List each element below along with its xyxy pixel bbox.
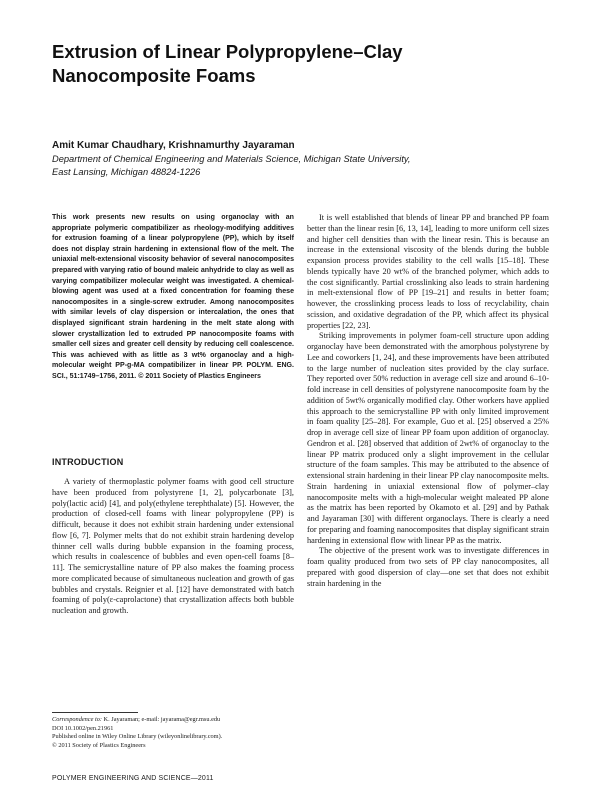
paragraph: It is well established that blends of linear PP and branched PP foam better than the linear resin [6, 13, 14], leading to more uniform cell sizes and higher cell densities than with the linear resin. This is because an increase in the extensional viscosity of the blends during the bubble expansion process provides stability to the cell walls [15–18]. These blends typically have 20 wt% of the branched polymer, which adds to the cost significantly. Partial crosslinking also leads to strain hardening in melt-extensional flow of PP [19–21] and results in better foam; however, the crosslinking process leads to loss of recyclability, chain scission, and oxidative degradation of the PP, which affect its physical properties [22, 23]. <box>307 213 549 330</box>
copyright: © 2011 Society of Plastics Engineers <box>52 741 146 749</box>
introduction-body <box>52 477 294 617</box>
affiliation-line-1: Department of Chemical Engineering and Materials Science, Michigan State University, <box>52 154 411 164</box>
paragraph: The objective of the present work was to investigate differences in foam quality produced from two sets of PP clay nanocomposites, all prepared with good dispersion of clay—one set that does not exhibit strain hardening in the <box>307 546 549 588</box>
authors: Amit Kumar Chaudhary, Krishnamurthy Jayaraman <box>52 140 295 151</box>
title-line-2: Nanocomposite Foams <box>52 65 256 86</box>
article-title <box>52 40 552 88</box>
published-online: Published online in Wiley Online Library (wileyonlinelibrary.com). <box>52 733 223 740</box>
footnote-divider <box>52 712 138 713</box>
doi: DOI 10.1002/pen.21961 <box>52 724 114 732</box>
correspondence-label: Correspondence to: <box>52 716 102 723</box>
affiliation <box>52 153 552 178</box>
section-heading-introduction: INTRODUCTION <box>52 457 124 467</box>
paragraph: A variety of thermoplastic polymer foams with good cell structure have been produced from polystyrene [1, 2], polycarbonate [3], poly(lactic acid) [4], and poly(ethylene terephthalate) [5]. However, the production of closed-cell foams with linear polypropylene (PP) is difficult, because it does not exhibit strain hardening under extensional flow [6, 7]. Polymer melts that do not exhibit strain hardening develop thinner cell walls during bubble expansion in the foaming process, which results in coalescence of bubbles and even open-cell foams [8–11]. The semicrystalline nature of PP also makes the foaming process more complicated because of simultaneous nucleation and growth of gas bubbles and crystals. Reignier et al. [12] have demonstrated with batch foaming of poly(ε-caprolactone) that crystallization affects both bubble nucleation and growth. <box>52 477 294 615</box>
abstract: This work presents new results on using organoclay with an appropriate polymeric compatibilizer as rheology-modifying additives for extrusion foaming of a linear polypropylene (PP), which by itself does not display strain hardening in extensional flow of the melt. The uniaxial melt-extensional viscosity behavior of several nanocomposites prepared with varying ratio of bound maleic anhydride to clay as well as varying compatibilizer molecular weight was investigated. A chemical-blowing agent was used at a fixed concentration for foaming these nanocomposites in a single-screw extruder. Among nanocomposites with similar levels of clay dispersion or intercalation, the ones that displayed significant strain hardening in the melt state along with slower crystallization led to extruded PP nanocomposite foams with smaller cell sizes and greater cell density by reducing cell coalescence. This was achieved with as little as 3 wt% organoclay and a high-molecular weight PP-g-MA compatibilizer in linear PP. POLYM. ENG. SCI., 51:1749–1756, 2011. © 2011 Society of Plastics Engineers <box>52 214 294 380</box>
correspondence-line <box>52 716 294 725</box>
title-line-1: Extrusion of Linear Polypropylene–Clay <box>52 41 403 62</box>
running-footer: POLYMER ENGINEERING AND SCIENCE—2011 <box>52 775 214 782</box>
affiliation-line-2: East Lansing, Michigan 48824-1226 <box>52 166 201 177</box>
correspondence-text: K. Jayaraman; e-mail: jayarama@egr.msu.edu <box>101 716 221 723</box>
paragraph: Striking improvements in polymer foam-cell structure upon adding organoclay have been demonstrated with the amorphous polystyrene by Lee and coworkers [1, 24], and these improvements have been attributed to the large number of nucleation sites provided by the clay surface. They reported over 50% reduction in average cell size and around 6–10-fold increase in cell densities of polystyrene nanocomposite foam by the addition of 5wt% organically modified clay. Other workers have applied this approach to the semicrystalline PP with only limited improvement in foam quality [25–28]. For example, Guo et al. [25] observed a 25% drop in average cell size of linear PP foam upon addition of organoclay. Gendron et al. [28] observed that addition of 2wt% of organoclay to the linear PP matrix produced only a slight improvement in the cellular structure of the foam samples. This may be attributed to the absence of extensional strain hardening in their linear PP clay nanocomposite melts. Strain hardening in uniaxial extensional flow of polymer–clay nanocomposite melts with a high-molecular weight maleated PP alone as the matrix has been reported by Okamoto et al. [29] and by Pathak and Jayaraman [30] with different organoclays. There is clearly a need for preparing and foaming nanocomposites that display significant strain hardening in extensional flow with linear PP as the matrix. <box>307 331 549 545</box>
right-column-body <box>307 213 549 589</box>
footnote <box>52 716 294 750</box>
